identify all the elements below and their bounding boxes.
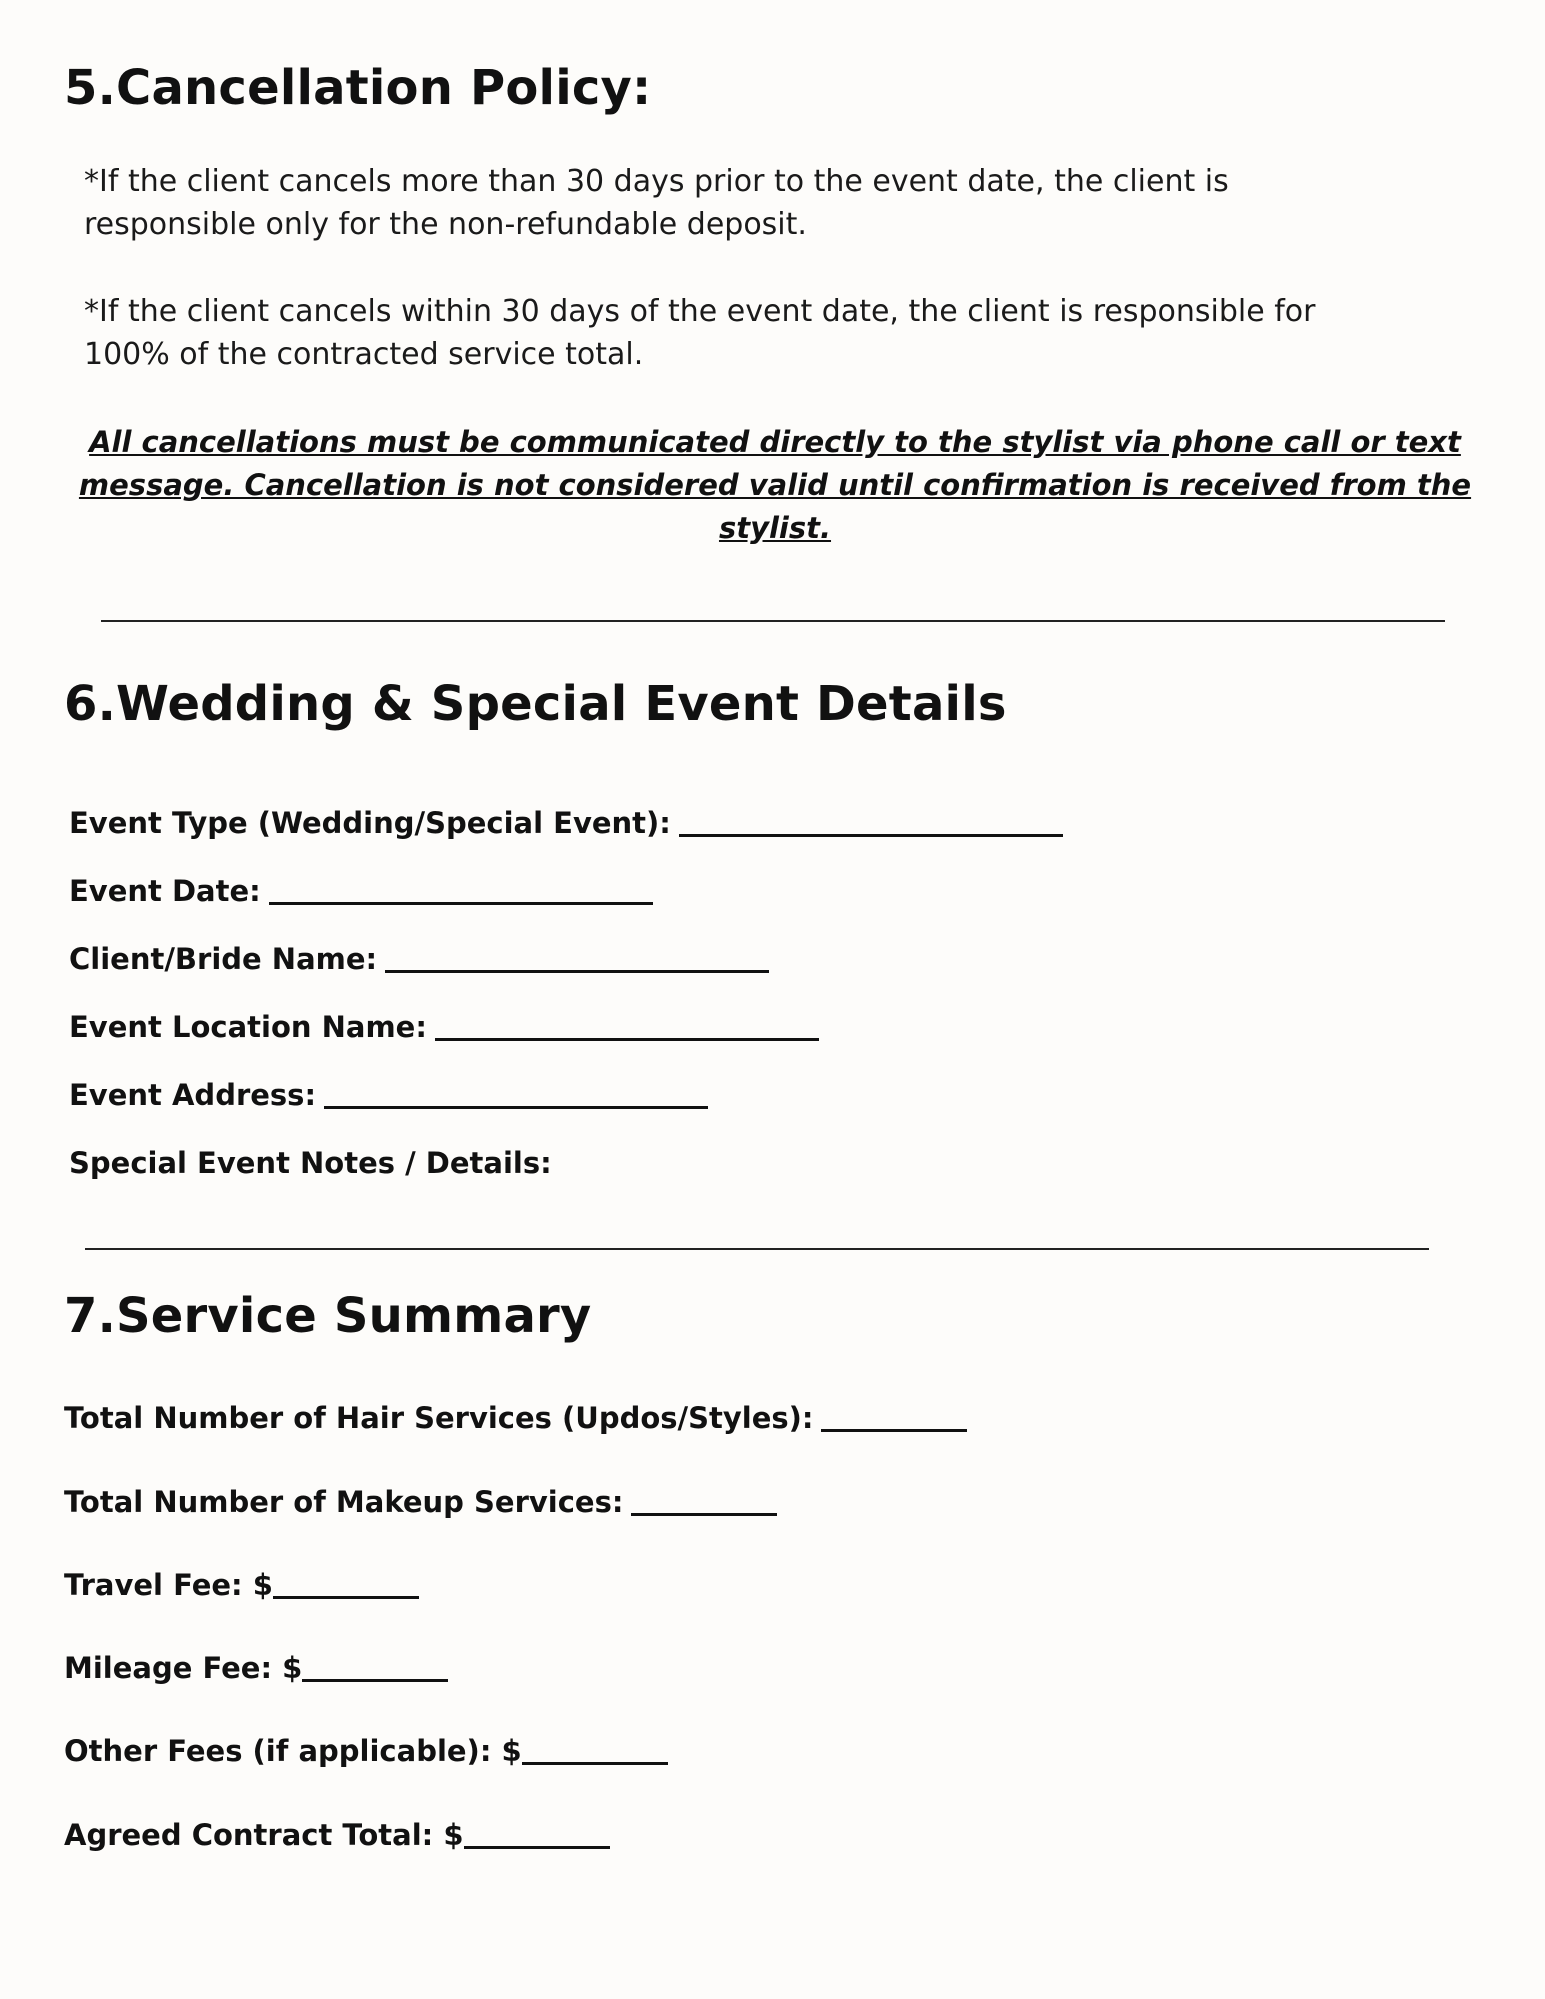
section-divider-top (101, 620, 1445, 622)
cancellation-paragraph-over-30-days: *If the client cancels more than 30 days prior to the event date, the client is responsible only for the non-refundable deposit. (84, 164, 1229, 242)
event-address-blank[interactable] (324, 1105, 708, 1109)
event-type-blank[interactable] (679, 833, 1063, 837)
hair-services-blank[interactable] (821, 1428, 967, 1432)
mileage-fee-field[interactable] (64, 1651, 448, 1685)
cancellation-policy-heading: 5.Cancellation Policy: (64, 60, 652, 116)
cancellation-paragraph-within-30-days: *If the client cancels within 30 days of the event date, the client is responsible for 100% of the contracted service total. (84, 294, 1316, 372)
travel-fee-field[interactable] (64, 1568, 419, 1602)
client-name-field[interactable] (69, 942, 769, 976)
hair-services-label: Total Number of Hair Services (Updos/Styles): (64, 1401, 814, 1435)
section-divider-bottom (85, 1248, 1429, 1250)
makeup-services-blank[interactable] (631, 1512, 777, 1516)
event-location-field[interactable] (69, 1010, 819, 1044)
event-date-label: Event Date: (69, 874, 261, 908)
event-type-field[interactable] (69, 806, 1063, 840)
makeup-services-field[interactable] (64, 1485, 777, 1519)
other-fees-label: Other Fees (if applicable): $ (64, 1734, 522, 1768)
travel-fee-blank[interactable] (273, 1595, 419, 1599)
client-name-blank[interactable] (385, 969, 769, 973)
event-type-label: Event Type (Wedding/Special Event): (69, 806, 671, 840)
cancellation-notice: All cancellations must be communicated directly to the stylist via phone call or text message. Cancellation is not considered valid until confirmation is received from the stylist. (78, 425, 1472, 545)
event-notes-label: Special Event Notes / Details: (69, 1146, 552, 1180)
other-fees-field[interactable] (64, 1734, 668, 1768)
event-location-blank[interactable] (435, 1037, 819, 1041)
travel-fee-label: Travel Fee: $ (64, 1568, 273, 1602)
makeup-services-label: Total Number of Makeup Services: (64, 1485, 624, 1519)
mileage-fee-label: Mileage Fee: $ (64, 1651, 303, 1685)
event-address-label: Event Address: (69, 1078, 317, 1112)
hair-services-field[interactable] (64, 1401, 967, 1435)
other-fees-blank[interactable] (522, 1761, 668, 1765)
contract-total-field[interactable] (64, 1818, 610, 1852)
event-details-heading: 6.Wedding & Special Event Details (64, 676, 1007, 732)
client-name-label: Client/Bride Name: (69, 942, 378, 976)
event-date-blank[interactable] (269, 901, 653, 905)
event-notes-field[interactable] (69, 1146, 552, 1180)
event-date-field[interactable] (69, 874, 653, 908)
mileage-fee-blank[interactable] (302, 1678, 448, 1682)
contract-total-blank[interactable] (464, 1845, 610, 1849)
event-address-field[interactable] (69, 1078, 708, 1112)
event-location-label: Event Location Name: (69, 1010, 427, 1044)
contract-total-label: Agreed Contract Total: $ (64, 1818, 464, 1852)
service-summary-heading: 7.Service Summary (64, 1288, 592, 1344)
